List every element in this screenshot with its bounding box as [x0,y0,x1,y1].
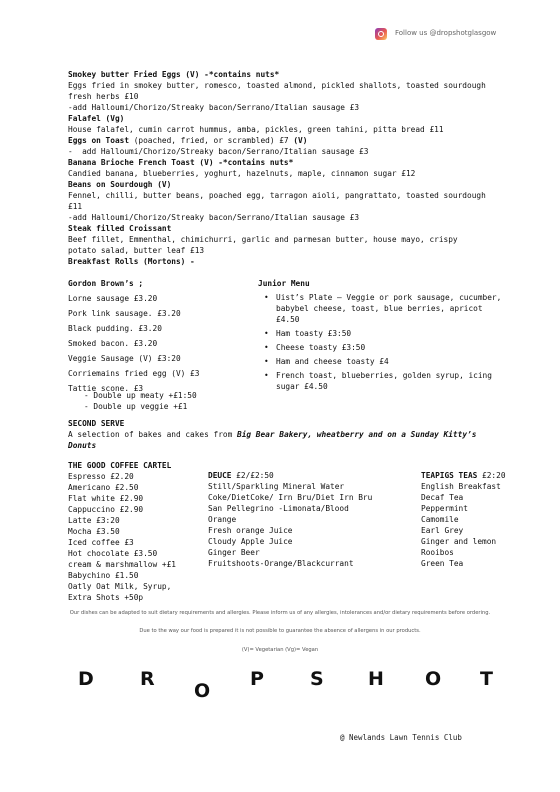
list-item: Fresh orange Juice [208,526,293,535]
list-item: Tattie scone. £3 [68,384,144,393]
list-item: • Cheese toasty £3:50 [262,342,502,353]
description: A selection of bakes and cakes from [68,430,237,439]
list-item: Latte £3:20 [68,516,120,525]
dish-description: Fennel, chilli, butter beans, poached egg, tarragon aioli, pangrattato, toasted sourdough £11 [68,191,491,211]
dish-description: Candied banana, blueberries, yoghurt, hazelnuts, maple, cinnamon sugar £12 [68,169,416,178]
venue-text: @ Newlands Lawn Tennis Club [340,733,462,742]
list-item: Pork link sausage. £3.20 [68,309,181,318]
menu-item-eggs-toast [68,135,488,157]
dish-title: Banana Brioche French Toast (V) -*contains nuts* [68,158,294,167]
list-item: Still/Sparkling Mineral Water [208,482,345,491]
logo-letter: R [140,668,155,690]
logo-letter: S [310,668,324,690]
section-title: SECOND SERVE [68,419,125,428]
junior-menu-title: Junior Menu [258,279,310,288]
dish-title-row [68,135,488,146]
diet-key: (V)= Vegetarian (Vg)= Vegan [241,647,319,653]
list-item: Iced coffee £3 [68,538,134,547]
list-item: Veggie Sausage (V) £3:20 [68,354,181,363]
menu-item-smokey-eggs [68,69,491,113]
list-item: Smoked bacon. £3.20 [68,339,158,348]
list-item: San Pellegrino -Limonata/Blood [208,504,349,513]
list-item: - Double up veggie +£1 [84,402,188,411]
section-title: TEAPIGS TEAS [421,471,478,480]
list-item: cream & marshmallow +£1 [68,560,176,569]
list-item: Ginger Beer [208,548,260,557]
allergen-note: Due to the way our food is prepared it is not possible to guarantee the absence of allergens in our products. [139,628,421,634]
list-item: Corriemains fried egg (V) £3 [68,369,200,378]
section-title-row [421,470,506,481]
menu-item-falafel [68,113,488,135]
instagram-icon [375,28,387,40]
list-item: Black pudding. £3.20 [68,324,162,333]
list-item: Orange [208,515,237,524]
list-item: Green Tea [421,559,464,568]
menu-item-breakfast-rolls [68,256,488,267]
dietary-note: Our dishes can be adapted to suit dietary requirements and allergies. Please inform us of any allergies, intolerances and/or dietary requirements before ordering. [69,610,491,616]
list-item: Cappuccino £2.90 [68,505,144,514]
logo-letter: O [194,680,211,702]
section-title: Breakfast Rolls (Mortons) - [68,257,195,266]
section-title-row [208,470,372,481]
list-item: Hot chocolate £3.50 [68,549,158,558]
gordon-list [68,291,199,396]
logo-letter: P [250,668,264,690]
list-item: • Uist’s Plate – Veggie or pork sausage, cucumber, babybel cheese, toast, blue berries, apricot £4.50 [262,292,502,325]
dish-title: Falafel (Vg) [68,114,125,123]
menu-item-beans [68,179,491,223]
dish-addon: -add Halloumi/Chorizo/Streaky bacon/Serrano/Italian sausage £3 [68,103,360,112]
dish-addon: - add Halloumi/Chorizo/Streaky bacon/Serrano/Italian sausage £3 [68,147,369,156]
list-item: Extra Shots +50p [68,593,144,602]
dish-title: Smokey butter Fried Eggs (V) -*contains nuts* [68,70,280,79]
section-price: £2/£2:50 [231,471,274,480]
follow-text: Follow us @dropshotglasgow [395,29,497,37]
list-item: Ginger and lemon [421,537,497,546]
list-item: Oatly Oat Milk, Syrup, [68,582,172,591]
section-price: £2:20 [477,471,506,480]
dish-title: Steak filled Croissant [68,224,172,233]
coffee-section [68,460,176,603]
list-item: Fruitshoots-Orange/Blackcurrant [208,559,354,568]
dish-description: House falafel, cumin carrot hummus, amba, pickles, green tahini, pitta bread £11 [68,125,444,134]
list-item: Mocha £3.50 [68,527,120,536]
menu-item-steak-croissant [68,223,488,256]
dish-description: Beef fillet, Emmenthal, chimichurri, garlic and parmesan butter, house mayo, crispy potato salad, butter leaf £13 [68,235,463,255]
list-item: English Breakfast [421,482,501,491]
main-menu [68,69,491,267]
dish-diet-tag: (V) [293,136,308,145]
list-item: • French toast, blueberries, golden syrup, icing sugar £4.50 [262,370,502,392]
list-item: Camomile [421,515,459,524]
list-item: Americano £2.50 [68,483,139,492]
list-item: - Double up meaty +£1:50 [84,391,197,400]
dish-description: Eggs fried in smokey butter, romesco, toasted almond, pickled shallots, toasted sourdough fresh herbs £10 [68,81,491,101]
dropshot-logo [0,668,560,718]
junior-menu-list [262,292,502,395]
list-item: Lorne sausage £3.20 [68,294,158,303]
bakery-names: Big Bear Bakery, wheatberry and on a Sunday Kitty’s Donuts [68,430,477,450]
list-item: Espresso £2.20 [68,472,134,481]
list-item: Rooibos [421,548,454,557]
list-item: Coke/DietCoke/ Irn Bru/Diet Irn Bru [208,493,373,502]
second-serve [68,418,498,451]
logo-letter: T [480,668,493,690]
double-up-options [84,390,197,412]
section-title: DEUCE [208,471,232,480]
list-item: Decaf Tea [421,493,464,502]
logo-letter: O [425,668,442,690]
menu-item-french-toast [68,157,488,179]
gordon-title: Gordon Brown’s ; [68,279,144,288]
list-item: Flat white £2.90 [68,494,144,503]
list-item: • Ham toasty £3:50 [262,328,502,339]
deuce-section [208,470,372,569]
dish-title: Eggs on Toast [68,136,130,145]
section-title: THE GOOD COFFEE CARTEL [68,461,172,470]
list-item: Babychino £1.50 [68,571,139,580]
teapigs-section [421,470,506,569]
list-item: • Ham and cheese toasty £4 [262,356,502,367]
dish-addon: -add Halloumi/Chorizo/Streaky bacon/Serrano/Italian sausage £3 [68,213,360,222]
dish-options: (poached, fried, or scrambled) £7 [129,136,294,145]
list-item: Earl Grey [421,526,464,535]
second-serve-text [68,429,498,451]
list-item: Cloudy Apple Juice [208,537,293,546]
list-item: Peppermint [421,504,468,513]
logo-letter: D [78,668,94,690]
logo-letter: H [368,668,384,690]
dish-title: Beans on Sourdough (V) [68,180,172,189]
